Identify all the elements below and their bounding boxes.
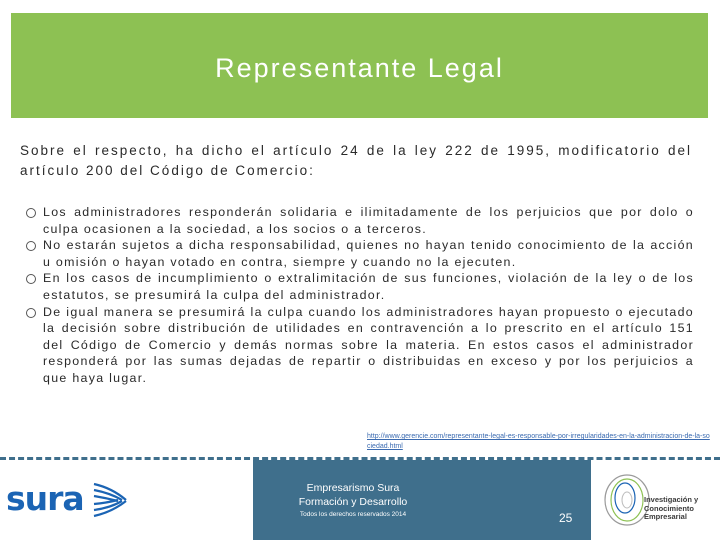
bullet-list xyxy=(26,204,694,387)
title-banner xyxy=(11,13,708,118)
intro-paragraph: Sobre el respecto, ha dicho el artículo 24 de la ley 222 de 1995, modificatorio del artículo 200 del Código de Comercio: xyxy=(20,143,692,178)
bullet-circle-icon xyxy=(26,241,36,251)
footer-line-1: Empresarismo Sura xyxy=(306,482,400,494)
list-item-text: No estarán sujetos a dicha responsabilidad, quienes no hayan tenido conocimiento de la acción u omisión o hayan votado en contra, siempre y cuando no la ejecuten. xyxy=(43,238,694,269)
list-item xyxy=(26,304,694,387)
list-item xyxy=(26,204,694,237)
list-item-text: De igual manera se presumirá la culpa cuando los administradores hayan propuesto o ejecutado la decisión sobre distribución de utilidades en contravención a lo prescrito en el artículo 151 del Código de Comercio y demás normas sobre la materia. En estos casos el administrador responderá por las sumas dejadas de repartir o distribuidas en exceso y por los perjuicios a que haya lugar. xyxy=(43,304,694,385)
bullet-circle-icon xyxy=(26,308,36,318)
sura-logo xyxy=(6,478,130,522)
ice-logo xyxy=(601,468,717,536)
sura-wordmark: sura xyxy=(6,479,84,518)
page-number: 25 xyxy=(559,511,573,525)
source-link[interactable]: http://www.gerencie.com/representante-legal-es-responsable-por-irregularidades-en-la-administracion-de-la-sociedad.html xyxy=(367,433,710,450)
slide-title: Representante Legal xyxy=(215,53,504,83)
bullet-circle-icon xyxy=(26,274,36,284)
footer-line-2: Formación y Desarrollo xyxy=(298,496,408,508)
copyright-text: Todos los derechos reservados 2014 xyxy=(299,511,407,518)
list-item xyxy=(26,237,694,270)
ice-logo-text: Investigación y Conocimiento Empresarial xyxy=(644,495,699,521)
list-item-text: En los casos de incumplimiento o extralimitación de sus funciones, violación de la ley o de los estatutos, se presumirá la culpa del administrador. xyxy=(43,271,694,302)
bullet-circle-icon xyxy=(26,208,36,218)
list-item-text: Los administradores responderán solidaria e ilimitadamente de los perjuicios que por dolo o culpa ocasionen a la sociedad, a los socios o a terceros. xyxy=(43,205,694,236)
sura-emblem-icon xyxy=(92,480,130,520)
list-item xyxy=(26,270,694,303)
footer-panel xyxy=(253,460,591,540)
